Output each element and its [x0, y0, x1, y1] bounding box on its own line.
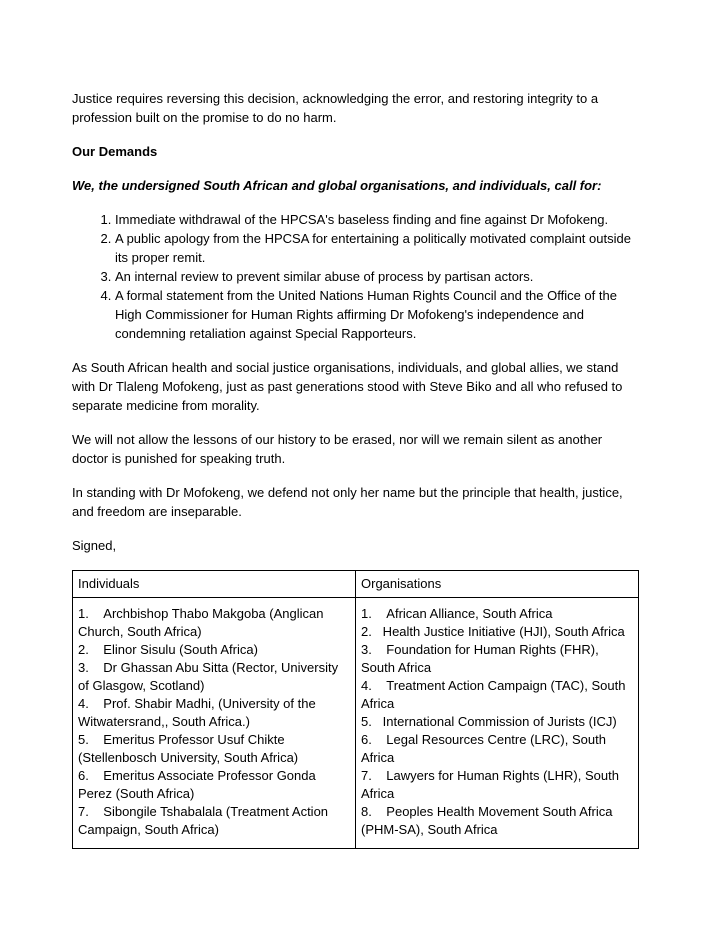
signatory-individual-5: 5. Emeritus Professor Usuf Chikte (Stellenbosch University, South Africa)	[78, 732, 299, 765]
signatory-organisation-8: 8. Peoples Health Movement South Africa (PHM-SA), South Africa	[361, 804, 613, 837]
signatory-individual-4: 4. Prof. Shabir Madhi, (University of the Witwatersrand,, South Africa.)	[78, 696, 316, 729]
table-header-row	[73, 571, 639, 598]
table-body-row	[73, 598, 639, 849]
signatory-organisation-5: 5. International Commission of Jurists (ICJ)	[361, 714, 617, 729]
signatory-organisation-4: 4. Treatment Action Campaign (TAC), South Africa	[361, 678, 626, 711]
signatory-individual-2: 2. Elinor Sisulu (South Africa)	[78, 642, 258, 657]
signatory-organisation-1: 1. African Alliance, South Africa	[361, 606, 553, 621]
signatory-individual-6: 6. Emeritus Associate Professor Gonda Perez (South Africa)	[78, 768, 316, 801]
paragraph-lessons: We will not allow the lessons of our history to be erased, nor will we remain silent as another doctor is punished for speaking truth.	[72, 432, 603, 466]
demand-item-1: 1. Immediate withdrawal of the HPCSA's baseless finding and fine against Dr Mofokeng.	[115, 210, 638, 229]
individuals-header-cell: Individuals	[73, 571, 356, 598]
heading-our-demands: Our Demands	[72, 144, 158, 159]
paragraph-principle: In standing with Dr Mofokeng, we defend not only her name but the principle that health, justice, and freedom are inseparable.	[72, 485, 623, 519]
organisations-cell	[356, 598, 639, 849]
signatory-individual-1: 1. Archbishop Thabo Makgoba (Anglican Church, South Africa)	[78, 606, 324, 639]
individuals-cell	[73, 598, 356, 849]
paragraph-intro: Justice requires reversing this decision, acknowledging the error, and restoring integrity to a profession built on the promise to do no harm.	[72, 91, 599, 125]
demand-item-3: 3. An internal review to prevent similar abuse of process by partisan actors.	[115, 267, 638, 286]
signatory-individual-7: 7. Sibongile Tshabalala (Treatment Action Campaign, South Africa)	[78, 804, 329, 837]
paragraph-signed: Signed,	[72, 538, 117, 553]
signatory-organisation-3: 3. Foundation for Human Rights (FHR), South Africa	[361, 642, 599, 675]
paragraph-solidarity: As South African health and social justice organisations, individuals, and global allies, we stand with Dr Tlaleng Mofokeng, just as past generations stood with Steve Biko and all who refused to separate medicine from morality.	[72, 360, 623, 413]
demands-list	[72, 210, 638, 343]
signatory-organisation-6: 6. Legal Resources Centre (LRC), South Africa	[361, 732, 606, 765]
organisations-header-cell: Organisations	[356, 571, 639, 598]
signatories-table	[72, 570, 639, 849]
signatory-organisation-7: 7. Lawyers for Human Rights (LHR), South Africa	[361, 768, 619, 801]
signatory-individual-3: 3. Dr Ghassan Abu Sitta (Rector, University of Glasgow, Scotland)	[78, 660, 339, 693]
signatory-organisation-2: 2. Health Justice Initiative (HJI), South Africa	[361, 624, 625, 639]
demand-item-2: 2. A public apology from the HPCSA for entertaining a politically motivated complaint outside its proper remit.	[115, 229, 638, 267]
paragraph-call-to-action: We, the undersigned South African and global organisations, and individuals, call for:	[72, 178, 602, 193]
demand-item-4: 4. A formal statement from the United Nations Human Rights Council and the Office of the High Commissioner for Human Rights affirming Dr Mofokeng's independence and condemning retaliation against Special Rapporteurs.	[115, 286, 638, 343]
